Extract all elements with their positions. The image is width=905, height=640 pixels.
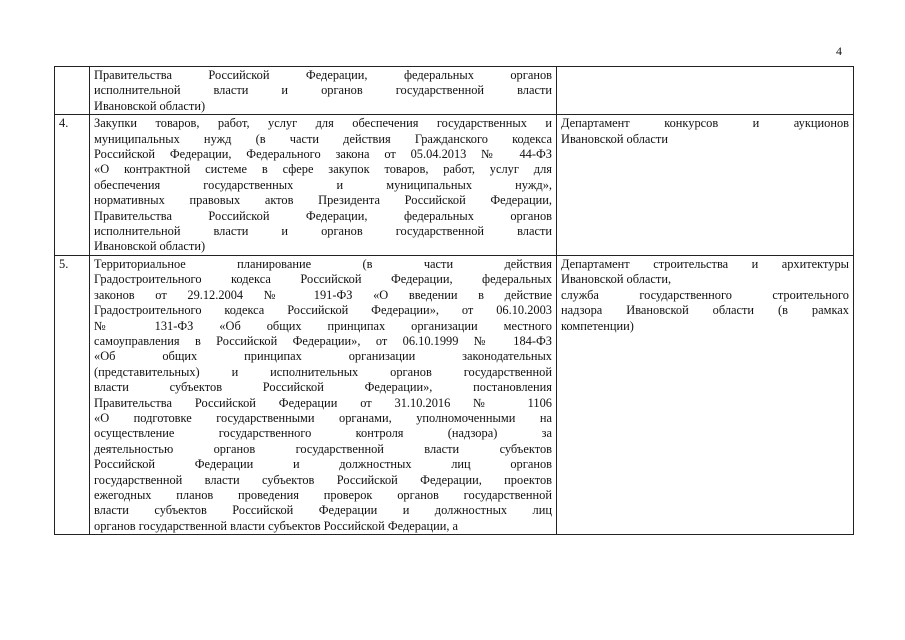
department-line: Департамент конкурсов и аукционов [561,116,849,131]
responsibility-table [54,66,854,535]
row-number: 4. [55,115,90,256]
department-line: Ивановской области [561,131,668,146]
table-row [55,255,854,534]
description-line: № 131-ФЗ «Об общих принципах организации местного [94,318,552,333]
description-line: нормативных правовых актов Президента Российской Федерации, [94,193,552,208]
row-description [90,115,557,256]
description-line: исполнительной власти и органов государственной власти [94,83,552,98]
description-line: Правительства Российской Федерации, федеральных органов [94,68,552,82]
description-line: органов государственной власти субъектов Российской Федерации, а [94,518,459,533]
page-number: 4 [836,44,842,58]
description-line: государственной власти субъектов Российской Федерации, проектов [94,472,552,487]
department-line: компетенции) [561,318,634,333]
description-line: Российской Федерации и должностных лиц органов [94,457,552,472]
description-line: Правительства Российской Федерации от 31.10.2016 № 1106 [94,395,552,410]
row-description [90,67,557,115]
description-line: Российской Федерации, Федерального закона от 05.04.2013 № 44-ФЗ [94,147,552,162]
description-line: законов от 29.12.2004 № 191-ФЗ «О введении в действие [94,287,552,302]
description-line: власти субъектов Российской Федерации», постановления [94,380,552,395]
row-number [55,67,90,115]
description-line: деятельностью органов государственной власти субъектов [94,441,552,456]
description-line: Ивановской области) [94,239,206,254]
table-row [55,67,854,115]
description-line: муниципальных нужд (в части действия Гражданского кодекса [94,131,552,146]
description-line: Ивановской области) [94,98,206,113]
row-number: 5. [55,255,90,534]
department-line: Ивановской области, [561,272,672,287]
table-body [55,67,854,535]
description-line: Градостроительного кодекса Российской Федерации, федеральных [94,272,552,287]
description-line: ежегодных планов проведения проверок органов государственной [94,487,552,502]
description-line: Правительства Российской Федерации, федеральных органов [94,208,552,223]
description-line: Градостроительного кодекса Российской Федерации», от 06.10.2003 [94,303,552,318]
description-line: самоуправления в Российской Федерации», от 06.10.1999 № 184-ФЗ [94,333,552,348]
description-line: «О подготовке государственными органами, уполномоченными на [94,410,552,425]
description-line: (представительных) и исполнительных органов государственной [94,364,552,379]
row-description [90,255,557,534]
description-line: обеспечения государственных и муниципальных нужд», [94,177,552,192]
department-line: надзора Ивановской области (в рамках [561,303,849,318]
description-line: «О контрактной системе в сфере закупок товаров, работ, услуг для [94,162,552,177]
table-row [55,115,854,256]
row-department [557,255,854,534]
row-department [557,67,854,115]
row-department [557,115,854,256]
description-line: власти субъектов Российской Федерации и должностных лиц [94,503,552,518]
department-line: служба государственного строительного [561,287,849,302]
description-line: Закупки товаров, работ, услуг для обеспечения государственных и [94,116,552,131]
department-line: Департамент строительства и архитектуры [561,256,849,271]
description-line: осуществление государственного контроля (надзора) за [94,426,552,441]
description-line: Территориальное планирование (в части действия [94,256,552,271]
description-line: «Об общих принципах организации законодательных [94,349,552,364]
description-line: исполнительной власти и органов государственной власти [94,224,552,239]
